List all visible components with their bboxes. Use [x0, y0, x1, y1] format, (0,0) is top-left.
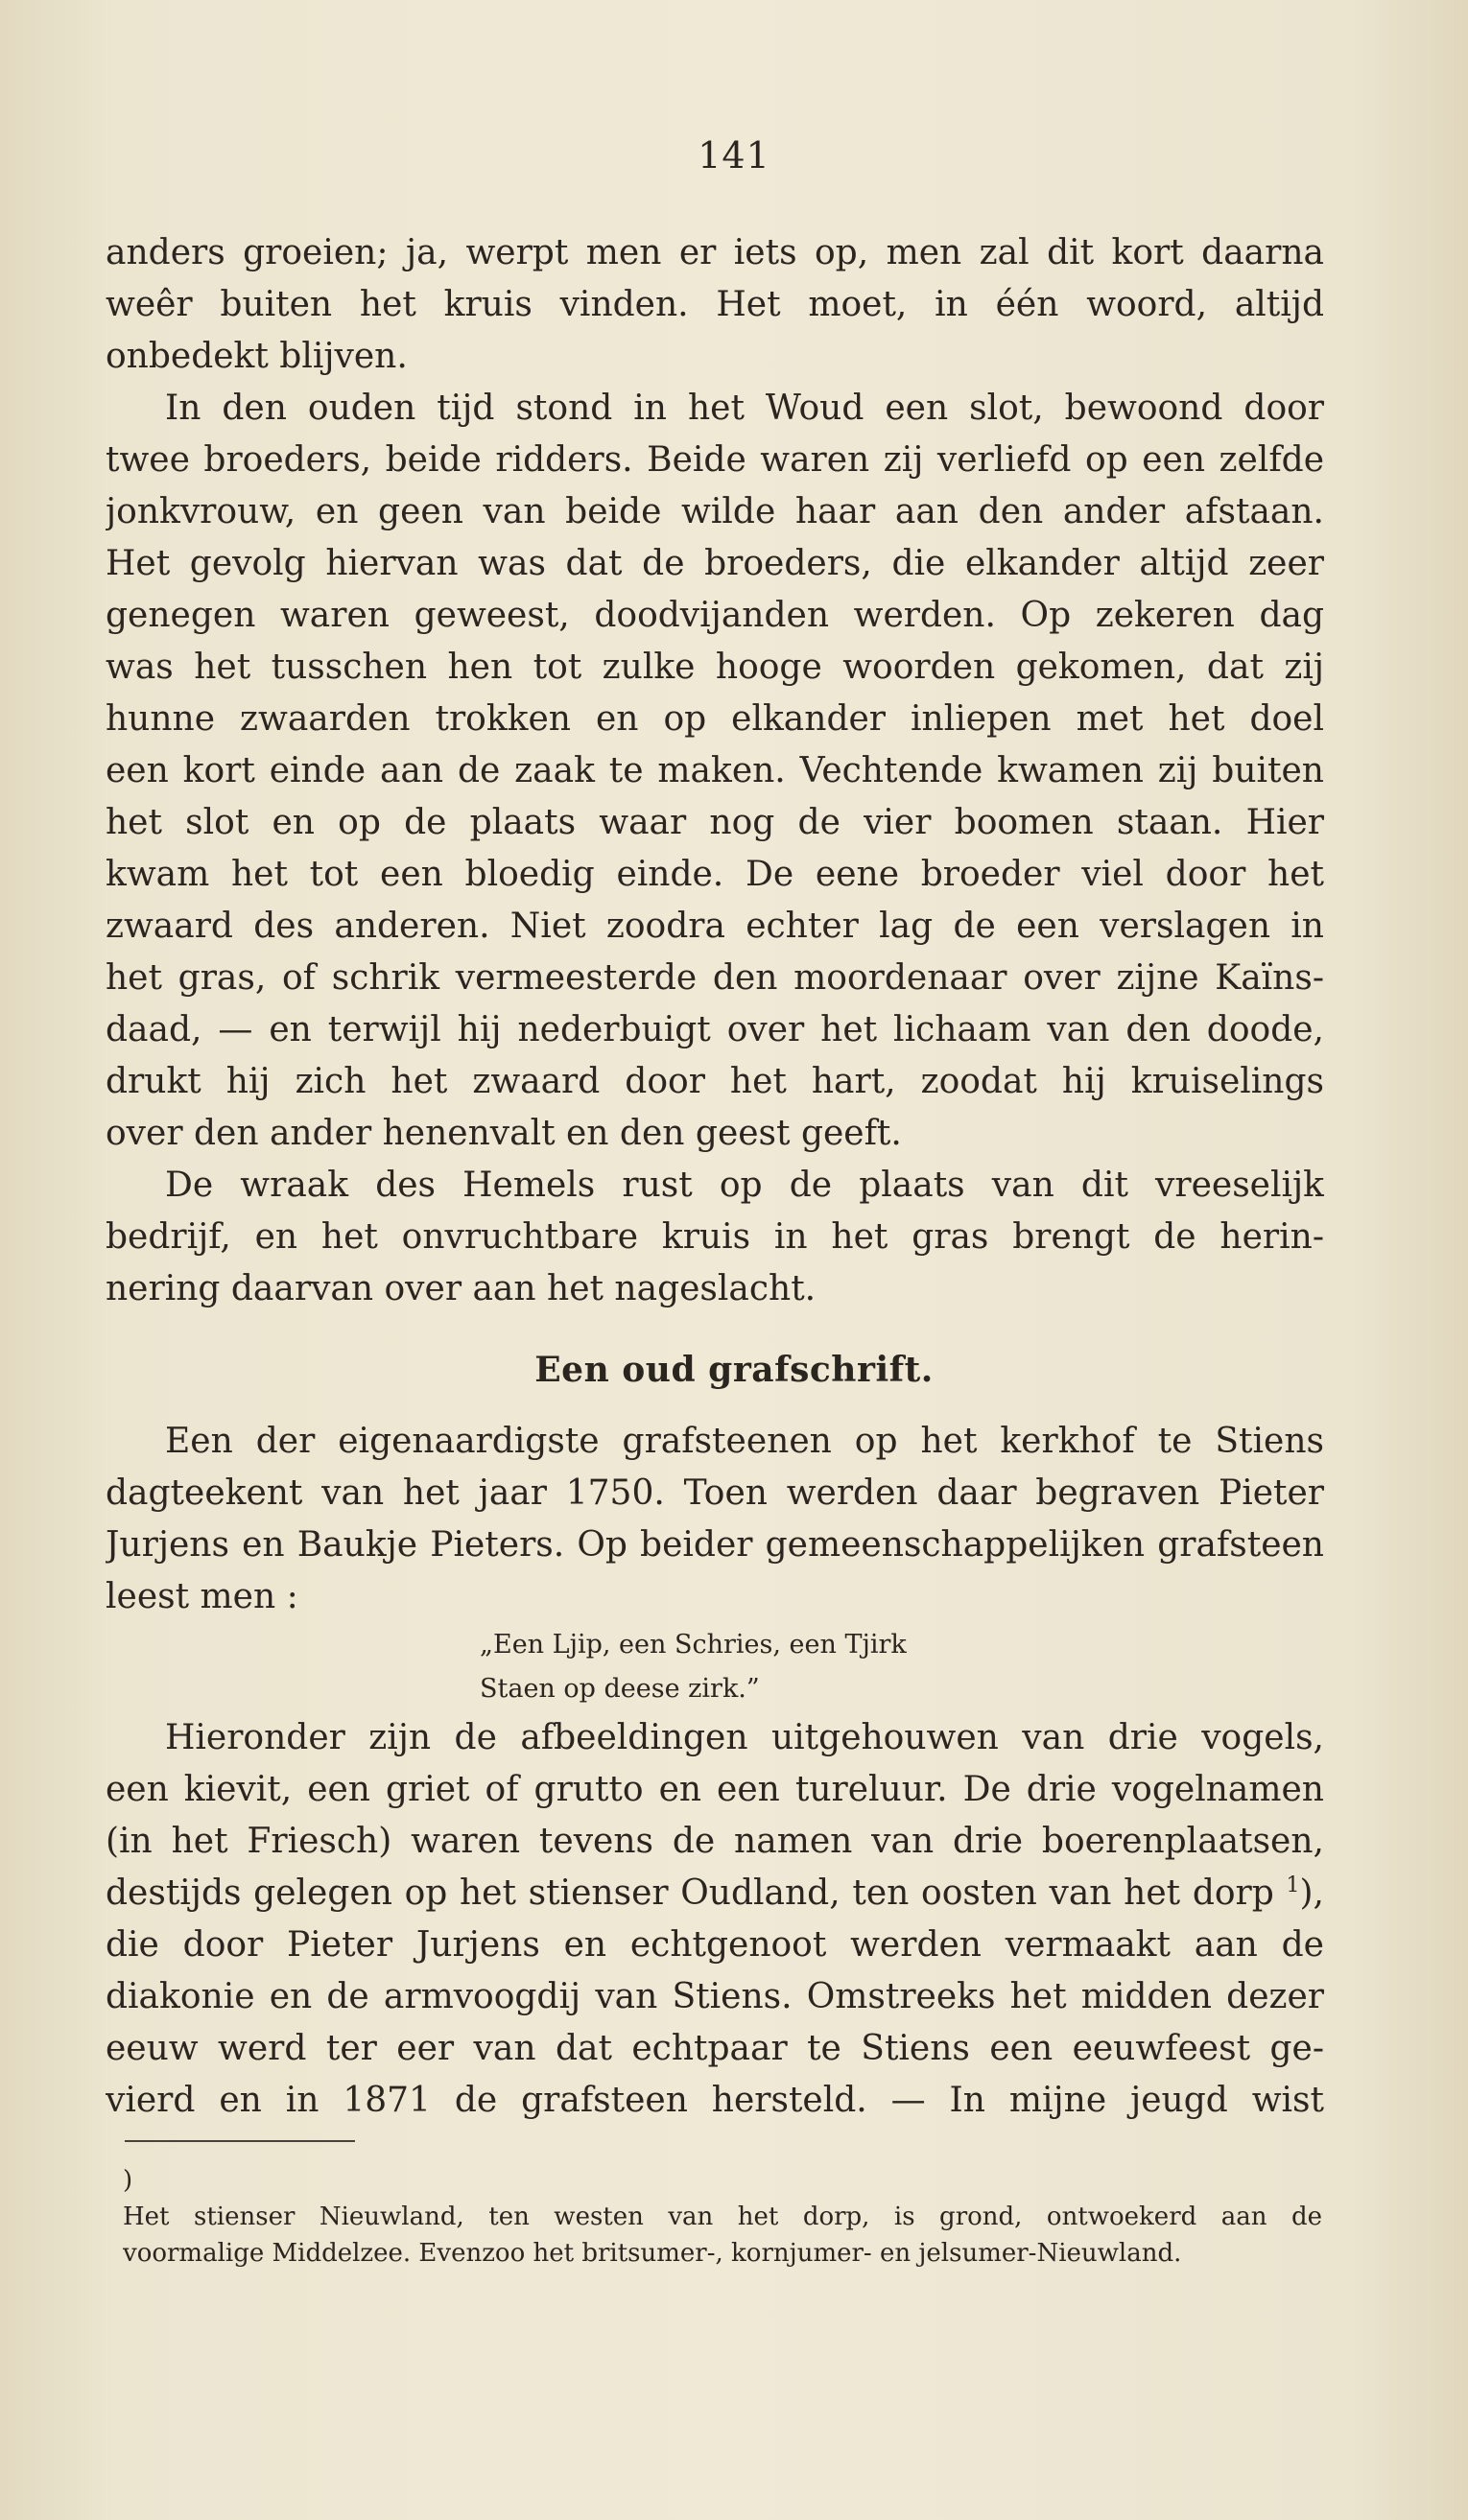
- text-line: Jurjens en Baukje Pieters. Op beider gemeenschappelijken grafsteen: [106, 1525, 1324, 1565]
- text-line: (in het Friesch) waren tevens de namen van drie boerenplaatsen,: [106, 1822, 1324, 1861]
- text-line: In den ouden tijd stond in het Woud een slot, bewoond door: [165, 389, 1324, 428]
- text-line: genegen waren geweest, doodvijanden werden. Op zekeren dag: [106, 596, 1324, 635]
- text-segment: destijds gelegen op het stienser Oudland, ten oosten van het dorp: [106, 1873, 1274, 1913]
- text-line: die door Pieter Jurjens en echtgenoot werden vermaakt aan de: [106, 1925, 1324, 1965]
- text-line: nering daarvan over aan het nageslacht.: [106, 1269, 817, 1308]
- paragraph-birds: [106, 1712, 1324, 2127]
- epitaph-line: „Een Ljip, een Schries, een Tjirk: [480, 1630, 907, 1660]
- text-line: leest men :: [106, 1577, 298, 1616]
- text-block-lower: [106, 1712, 1324, 2127]
- text-line: Een der eigenaardigste grafsteenen op het kerkhof te Stiens: [165, 1422, 1324, 1461]
- text-block-epitaph-intro: [106, 1416, 1324, 1623]
- text-line: Het gevolg hiervan was dat de broeders, die elkander altijd zeer: [106, 544, 1324, 583]
- text-block-upper: [106, 227, 1324, 1315]
- text-line: weêr buiten het kruis vinden. Het moet, in één woord, altijd: [106, 285, 1324, 324]
- text-line: het slot en op de plaats waar nog de vier boomen staan. Hier: [106, 803, 1324, 842]
- text-line: bedrijf, en het onvruchtbare kruis in het gras brengt de herin-: [106, 1217, 1324, 1257]
- text-line: jonkvrouw, en geen van beide wilde haar aan den ander afstaan.: [106, 492, 1324, 531]
- paragraph-continuation: [106, 227, 1324, 383]
- text-line: een kievit, een griet of grutto en een tureluur. De drie vogelnamen: [106, 1770, 1324, 1809]
- text-line: het gras, of schrik vermeesterde den moordenaar over zijne Kaïns-: [106, 958, 1324, 998]
- footnote: [123, 2162, 1322, 2272]
- paragraph-moral: [106, 1160, 1324, 1315]
- text-line: kwam het tot een bloedig einde. De eene broeder viel door het: [106, 855, 1324, 894]
- text-line: twee broeders, beide ridders. Beide waren zij verliefd op een zelfde: [106, 440, 1324, 480]
- footnote-line: [123, 2162, 1322, 2235]
- text-line: anders groeien; ja, werpt men er iets op, men zal dit kort daarna: [106, 233, 1324, 272]
- text-line: over den ander henenvalt en den geest geeft.: [106, 1114, 902, 1153]
- text-line: zwaard des anderen. Niet zoodra echter lag de een verslagen in: [106, 907, 1324, 946]
- paragraph-legend: [106, 383, 1324, 1160]
- text-line: De wraak des Hemels rust op de plaats van dit vreeselijk: [165, 1166, 1324, 1205]
- text-line: daad, — en terwijl hij nederbuigt over het lichaam van den doode,: [106, 1010, 1324, 1049]
- text-line: hunne zwaarden trokken en op elkander inliepen met het doel: [106, 699, 1324, 739]
- epitaph-quote: [480, 1623, 1151, 1711]
- footnote-line: voormalige Middelzee. Evenzoo het britsumer-, kornjumer- en jelsumer-Nieuwland.: [123, 2239, 1182, 2268]
- text-line: vierd en in 1871 de grafsteen hersteld. — In mijne jeugd wist: [106, 2081, 1324, 2120]
- text-line: dagteekent van het jaar 1750. Toen werden daar begraven Pieter: [106, 1473, 1324, 1513]
- text-line: Hieronder zijn de afbeeldingen uitgehouwen van drie vogels,: [165, 1718, 1324, 1757]
- footnote-ref[interactable]: 1: [1286, 1873, 1300, 1897]
- footnote-label: ): [123, 2166, 133, 2195]
- text-line: drukt hij zich het zwaard door het hart, zoodat hij kruiselings: [106, 1062, 1324, 1101]
- text-line: onbedekt blijven.: [106, 337, 408, 376]
- footnote-ref-suffix: ),: [1299, 1873, 1324, 1913]
- text-line: eeuw werd ter eer van dat echtpaar te Stiens een eeuwfeest ge-: [106, 2029, 1324, 2068]
- text-line: was het tusschen hen tot zulke hooge woorden gekomen, dat zij: [106, 648, 1324, 687]
- paragraph-gravestone: [106, 1416, 1324, 1623]
- footnote-text: Het stienser Nieuwland, ten westen van het dorp, is grond, ontwoekerd aan de: [123, 2202, 1322, 2231]
- section-heading: Een oud grafschrift.: [534, 1350, 934, 1390]
- text-line: een kort einde aan de zaak te maken. Vechtende kwamen zij buiten: [106, 751, 1324, 790]
- text-line: diakonie en de armvoogdij van Stiens. Omstreeks het midden dezer: [106, 1977, 1324, 2016]
- epitaph-line: Staen op deese zirk.”: [480, 1674, 760, 1704]
- text-line-with-footnote-ref: [106, 1868, 1324, 1919]
- footnote-divider: [125, 2140, 355, 2142]
- page-number: 141: [698, 134, 770, 177]
